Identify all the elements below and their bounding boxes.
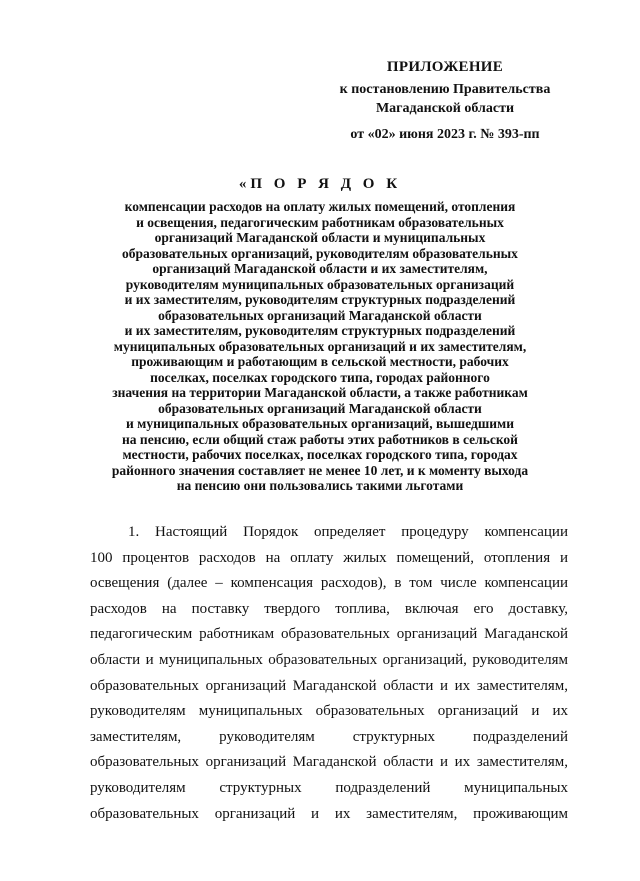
body-line: руководителям муниципальных образовательных организаций и их <box>90 703 568 720</box>
subtitle-line: образовательных организаций Магаданской области <box>158 307 482 323</box>
subtitle-line: компенсации расходов на оплату жилых помещений, отопления <box>124 199 516 214</box>
appendix-title: ПРИЛОЖЕНИЕ <box>386 59 504 75</box>
body-line: 1. Настоящий Порядок определяет процедуру компенсации <box>128 524 568 540</box>
subtitle-line: и освещения, педагогическим работникам образовательных <box>136 214 504 230</box>
body-line: заместителям, руководителям структурных подразделений <box>90 728 568 745</box>
appendix-reference: от «02» июня 2023 г. № 393-пп <box>350 127 540 142</box>
subtitle-line: поселках, поселках городского типа, городах районного <box>150 369 490 385</box>
order-subtitle <box>60 199 580 494</box>
order-title: «П О Р Я Д О К <box>238 176 402 192</box>
appendix-block <box>330 58 560 144</box>
subtitle-line: местности, рабочих поселках, поселках городского типа, городах <box>122 447 518 462</box>
body-line: освещения (далее – компенсация расходов), в том числе компенсации <box>90 575 568 592</box>
subtitle-line: организаций Магаданской области и муниципальных <box>154 230 486 245</box>
body-line: образовательных организаций и их заместителям, проживающим <box>90 805 568 822</box>
subtitle-line: районного значения составляет не менее 10 лет, и к моменту выхода <box>111 462 529 478</box>
subtitle-line: и муниципальных образовательных организаций, вышедшими <box>126 416 514 431</box>
subtitle-line: значения на территории Магаданской области, а также работникам <box>112 385 528 400</box>
body-line: 100 процентов расходов на оплату жилых помещений, отопления и <box>90 549 568 566</box>
subtitle-line: образовательных организаций, руководителям образовательных <box>122 245 518 261</box>
body-line: руководителям структурных подразделений муниципальных <box>90 779 568 796</box>
appendix-line-1: к постановлению Правительства <box>339 82 551 97</box>
subtitle-line: на пенсию, если общий стаж работы этих работников в сельской <box>122 431 518 447</box>
body-line: образовательных организаций Магаданской области и их заместителям, <box>90 677 568 694</box>
body-paragraph <box>90 520 568 827</box>
body-line: образовательных организаций Магаданской области и их заместителям, <box>90 754 568 771</box>
subtitle-line: и их заместителям, руководителям структурных подразделений <box>124 323 516 338</box>
body-line: области и муниципальных образовательных организаций, руководителям <box>90 651 568 668</box>
subtitle-line: образовательных организаций Магаданской области <box>158 400 482 416</box>
subtitle-line: проживающим и работающим в сельской местности, рабочих <box>131 354 509 369</box>
subtitle-line: руководителям муниципальных образовательных организаций <box>125 276 515 292</box>
subtitle-line: муниципальных образовательных организаций и их заместителям, <box>113 338 527 354</box>
appendix-line-2: Магаданской области <box>375 101 515 116</box>
body-line: педагогическим работникам образовательных организаций Магаданской <box>90 626 568 643</box>
body-line: расходов на поставку твердого топлива, включая его доставку, <box>90 600 568 617</box>
subtitle-line: на пенсию они пользовались такими льготами <box>176 478 464 493</box>
subtitle-line: и их заместителям, руководителям структурных подразделений <box>124 292 516 307</box>
subtitle-line: организаций Магаданской области и их заместителям, <box>152 261 488 276</box>
